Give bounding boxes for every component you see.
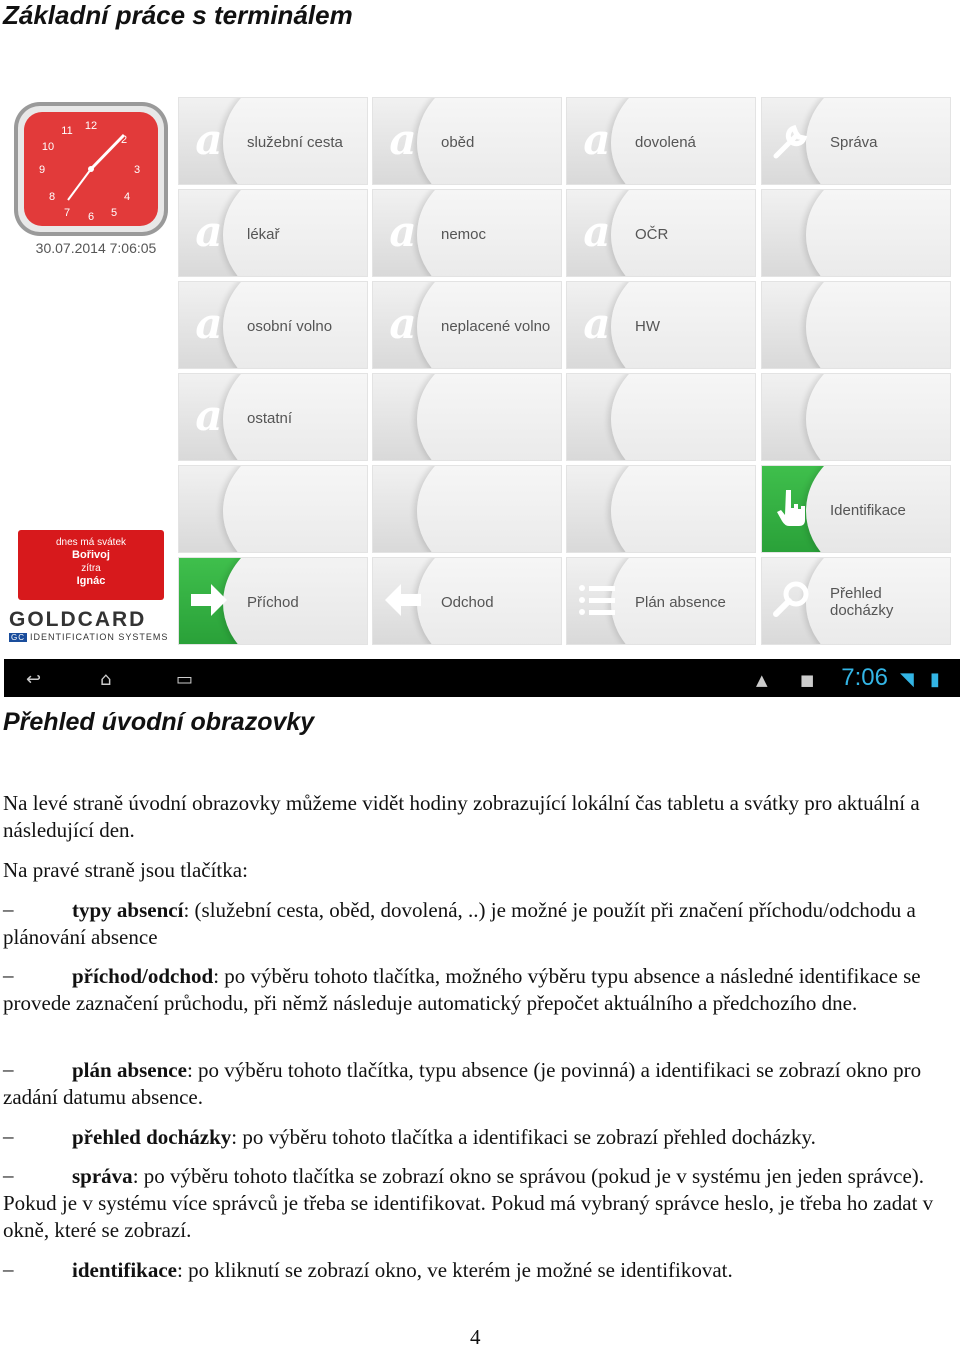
wrench-icon xyxy=(770,118,814,162)
back-icon[interactable]: ↩ xyxy=(26,669,42,690)
tile-plan-absence[interactable]: Plán absence xyxy=(566,557,756,645)
svg-text:10: 10 xyxy=(41,141,55,153)
svg-text:11: 11 xyxy=(61,125,73,137)
absence-icon: a xyxy=(195,115,223,164)
tile-prichod[interactable]: Příchod xyxy=(178,557,368,645)
android-icon: ▲ xyxy=(756,671,768,689)
list-dash: – xyxy=(3,897,14,921)
tile-empty xyxy=(761,373,951,461)
tile-prehled-dochazky[interactable]: Přehled docházky xyxy=(761,557,951,645)
logo-name: GOLDCARD xyxy=(9,608,147,631)
briefcase-icon: ■ xyxy=(800,671,815,689)
list-item: správa: po výběru tohoto tlačítka se zobrazí okno se správou (pokud je v systému jen jeden správce). Pokud je v systému více správců je třeba se identifikovat. Pokud má vybraný správce heslo, je třeba ho zadat v okně, které se zobrazí. xyxy=(3,1164,934,1242)
absence-icon: a xyxy=(583,115,611,164)
tile-sprava[interactable]: Správa xyxy=(761,97,951,185)
feast-tomorrow-label: zítra xyxy=(81,563,101,574)
absence-icon: a xyxy=(389,115,417,164)
feast-today-label: dnes má svátek xyxy=(55,537,127,548)
intro-paragraph: Na levé straně úvodní obrazovky můžeme vidět hodiny zobrazující lokální čas tabletu a svátky pro aktuální a následující den. xyxy=(3,791,920,842)
recent-apps-icon[interactable]: ▭ xyxy=(176,669,194,690)
tile-identifikace[interactable]: Identifikace xyxy=(761,465,951,553)
svg-text:4: 4 xyxy=(123,191,131,203)
list-dash: – xyxy=(3,963,14,987)
tile-ostatni[interactable]: a ostatní xyxy=(178,373,368,461)
tile-odchod[interactable]: Odchod xyxy=(372,557,562,645)
tile-dovolena[interactable]: a dovolená xyxy=(566,97,756,185)
svg-text:3: 3 xyxy=(133,164,141,176)
numbered-list-icon xyxy=(575,578,619,622)
absence-icon: a xyxy=(195,207,223,256)
feast-tomorrow-name: Ignác xyxy=(76,575,106,587)
tile-empty xyxy=(566,465,756,553)
clock-date: 30.07.2014 7:06:05 xyxy=(35,240,157,256)
clock-icon xyxy=(12,100,170,240)
tile-nemoc[interactable]: a nemoc xyxy=(372,189,562,277)
goldcard-logo xyxy=(9,609,174,649)
tile-ocr[interactable]: a OČR xyxy=(566,189,756,277)
page-number: 4 xyxy=(470,1325,481,1349)
tile-empty xyxy=(566,373,756,461)
terminal-screenshot xyxy=(4,92,960,697)
svg-text:9: 9 xyxy=(38,164,46,176)
absence-icon: a xyxy=(195,391,223,440)
magnifier-icon xyxy=(770,578,814,622)
list-dash: – xyxy=(3,1057,14,1081)
arrow-right-icon xyxy=(187,578,231,622)
logo-badge: GC xyxy=(11,633,25,642)
absence-icon: a xyxy=(583,299,611,348)
home-icon[interactable]: ⌂ xyxy=(100,669,112,690)
section-heading: Přehled úvodní obrazovky xyxy=(3,708,315,736)
list-item: příchod/odchod: po výběru tohoto tlačítka, možného výběru typu absence a následné identifikace se provede zaznačení průchodu, při němž následuje automatický přepočet aktuálního a předchozího dne. xyxy=(3,964,921,1015)
svg-text:8: 8 xyxy=(48,191,56,203)
battery-icon: ▮ xyxy=(930,669,940,690)
tile-empty xyxy=(372,465,562,553)
list-item: identifikace: po kliknutí se zobrazí okno, ve kterém je možné se identifikovat. xyxy=(72,1258,733,1282)
list-item: plán absence: po výběru tohoto tlačítka, typu absence (je povinná) a identifikaci se zobrazí okno pro zadání datumu absence. xyxy=(3,1058,922,1109)
tile-sluzebni-cesta[interactable]: a služební cesta xyxy=(178,97,368,185)
status-time: 7:06 xyxy=(841,664,888,691)
list-dash: – xyxy=(3,1163,14,1187)
hand-pointer-icon xyxy=(770,486,814,530)
tile-empty xyxy=(761,189,951,277)
svg-text:2: 2 xyxy=(120,134,128,146)
arrow-left-icon xyxy=(381,578,425,622)
tile-lekar[interactable]: a lékař xyxy=(178,189,368,277)
buttons-intro: Na pravé straně jsou tlačítka: xyxy=(3,858,248,882)
svg-text:7: 7 xyxy=(63,207,71,219)
tile-neplacene-volno[interactable]: a neplacené volno xyxy=(372,281,562,369)
tile-hw[interactable]: a HW xyxy=(566,281,756,369)
tile-empty xyxy=(761,281,951,369)
feast-today-name: Bořivoj xyxy=(72,549,110,561)
list-dash: – xyxy=(3,1124,14,1148)
absence-icon: a xyxy=(583,207,611,256)
absence-icon: a xyxy=(195,299,223,348)
system-navigation-bar xyxy=(4,659,960,697)
svg-text:5: 5 xyxy=(110,207,118,219)
absence-icon: a xyxy=(389,207,417,256)
tile-empty xyxy=(372,373,562,461)
name-day-panel xyxy=(18,530,164,600)
tile-obed[interactable]: a oběd xyxy=(372,97,562,185)
tile-osobni-volno[interactable]: a osobní volno xyxy=(178,281,368,369)
tile-empty xyxy=(178,465,368,553)
list-item: přehled docházky: po výběru tohoto tlačítka a identifikaci se zobrazí přehled docházky. xyxy=(72,1125,816,1149)
svg-text:12: 12 xyxy=(84,120,98,132)
wifi-icon: ◥ xyxy=(900,669,914,690)
absence-icon: a xyxy=(389,299,417,348)
logo-subtitle: IDENTIFICATION SYSTEMS xyxy=(30,632,169,642)
page-heading: Základní práce s terminálem xyxy=(3,0,353,30)
svg-text:6: 6 xyxy=(87,211,95,223)
list-item: typy absencí: (služební cesta, oběd, dovolená, ..) je možné je použít při značení příchodu/odchodu a plánování absence xyxy=(3,898,916,949)
list-dash: – xyxy=(3,1257,14,1281)
